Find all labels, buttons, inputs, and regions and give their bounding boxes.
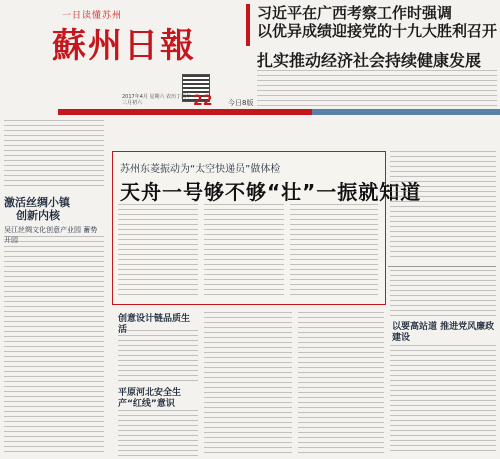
left-text-1 [4,120,104,190]
color-band-blue [312,109,500,115]
feature-text-3 [290,204,378,298]
lead-text [257,70,497,108]
bottom-text-4 [298,312,384,456]
bottom-text-2 [118,410,198,456]
side-headline-1: 激活丝绸小镇 [4,196,70,209]
bottom-headline-2: 平原河北安全生产“红线”意识 [118,388,182,409]
bottom-text-1 [118,330,198,382]
right-headline: 以要高站道 推进党风廉政建设 [392,322,495,343]
bottom-headline-1: 创意设计链品质生活 [118,314,191,335]
today-pages: 今日8版 [228,99,254,107]
feature-text-2 [204,204,284,298]
lead-headline-line1: 习近平在广西考察工作时强调 [257,4,453,22]
headline-accent [246,4,250,46]
side-headline-2: 创新内核 [16,209,60,222]
lead-headline-line2: 以优异成绩迎接党的十九大胜利召开 [257,22,498,40]
bottom-text-3 [204,312,292,456]
right-text-3 [390,345,496,455]
feature-text-1 [118,204,198,298]
left-text-2 [4,236,104,454]
color-band-red [58,109,312,115]
date-line: 2017年4月 星期六 农历丁酉年三月初六 [122,94,192,106]
secondary-headline: 扎实推动经济社会持续健康发展 [257,51,482,70]
issue-number: 22 [193,93,213,109]
divider [388,266,496,267]
lead-headline [257,4,497,40]
feature-kicker: 苏州东菱振动为“太空快递员”做体检 [120,164,281,175]
feature-headline: 天舟一号够不够“壮”一振就知道 [120,180,422,204]
logo: 蘇州日報 [52,26,196,66]
side-subhead: 吴江丝绸文化创意产业园 蓄势开园 [4,226,98,244]
slogan: 一日读懂苏州 [62,11,123,21]
right-text-1 [390,151,496,261]
right-text-2 [390,270,496,318]
